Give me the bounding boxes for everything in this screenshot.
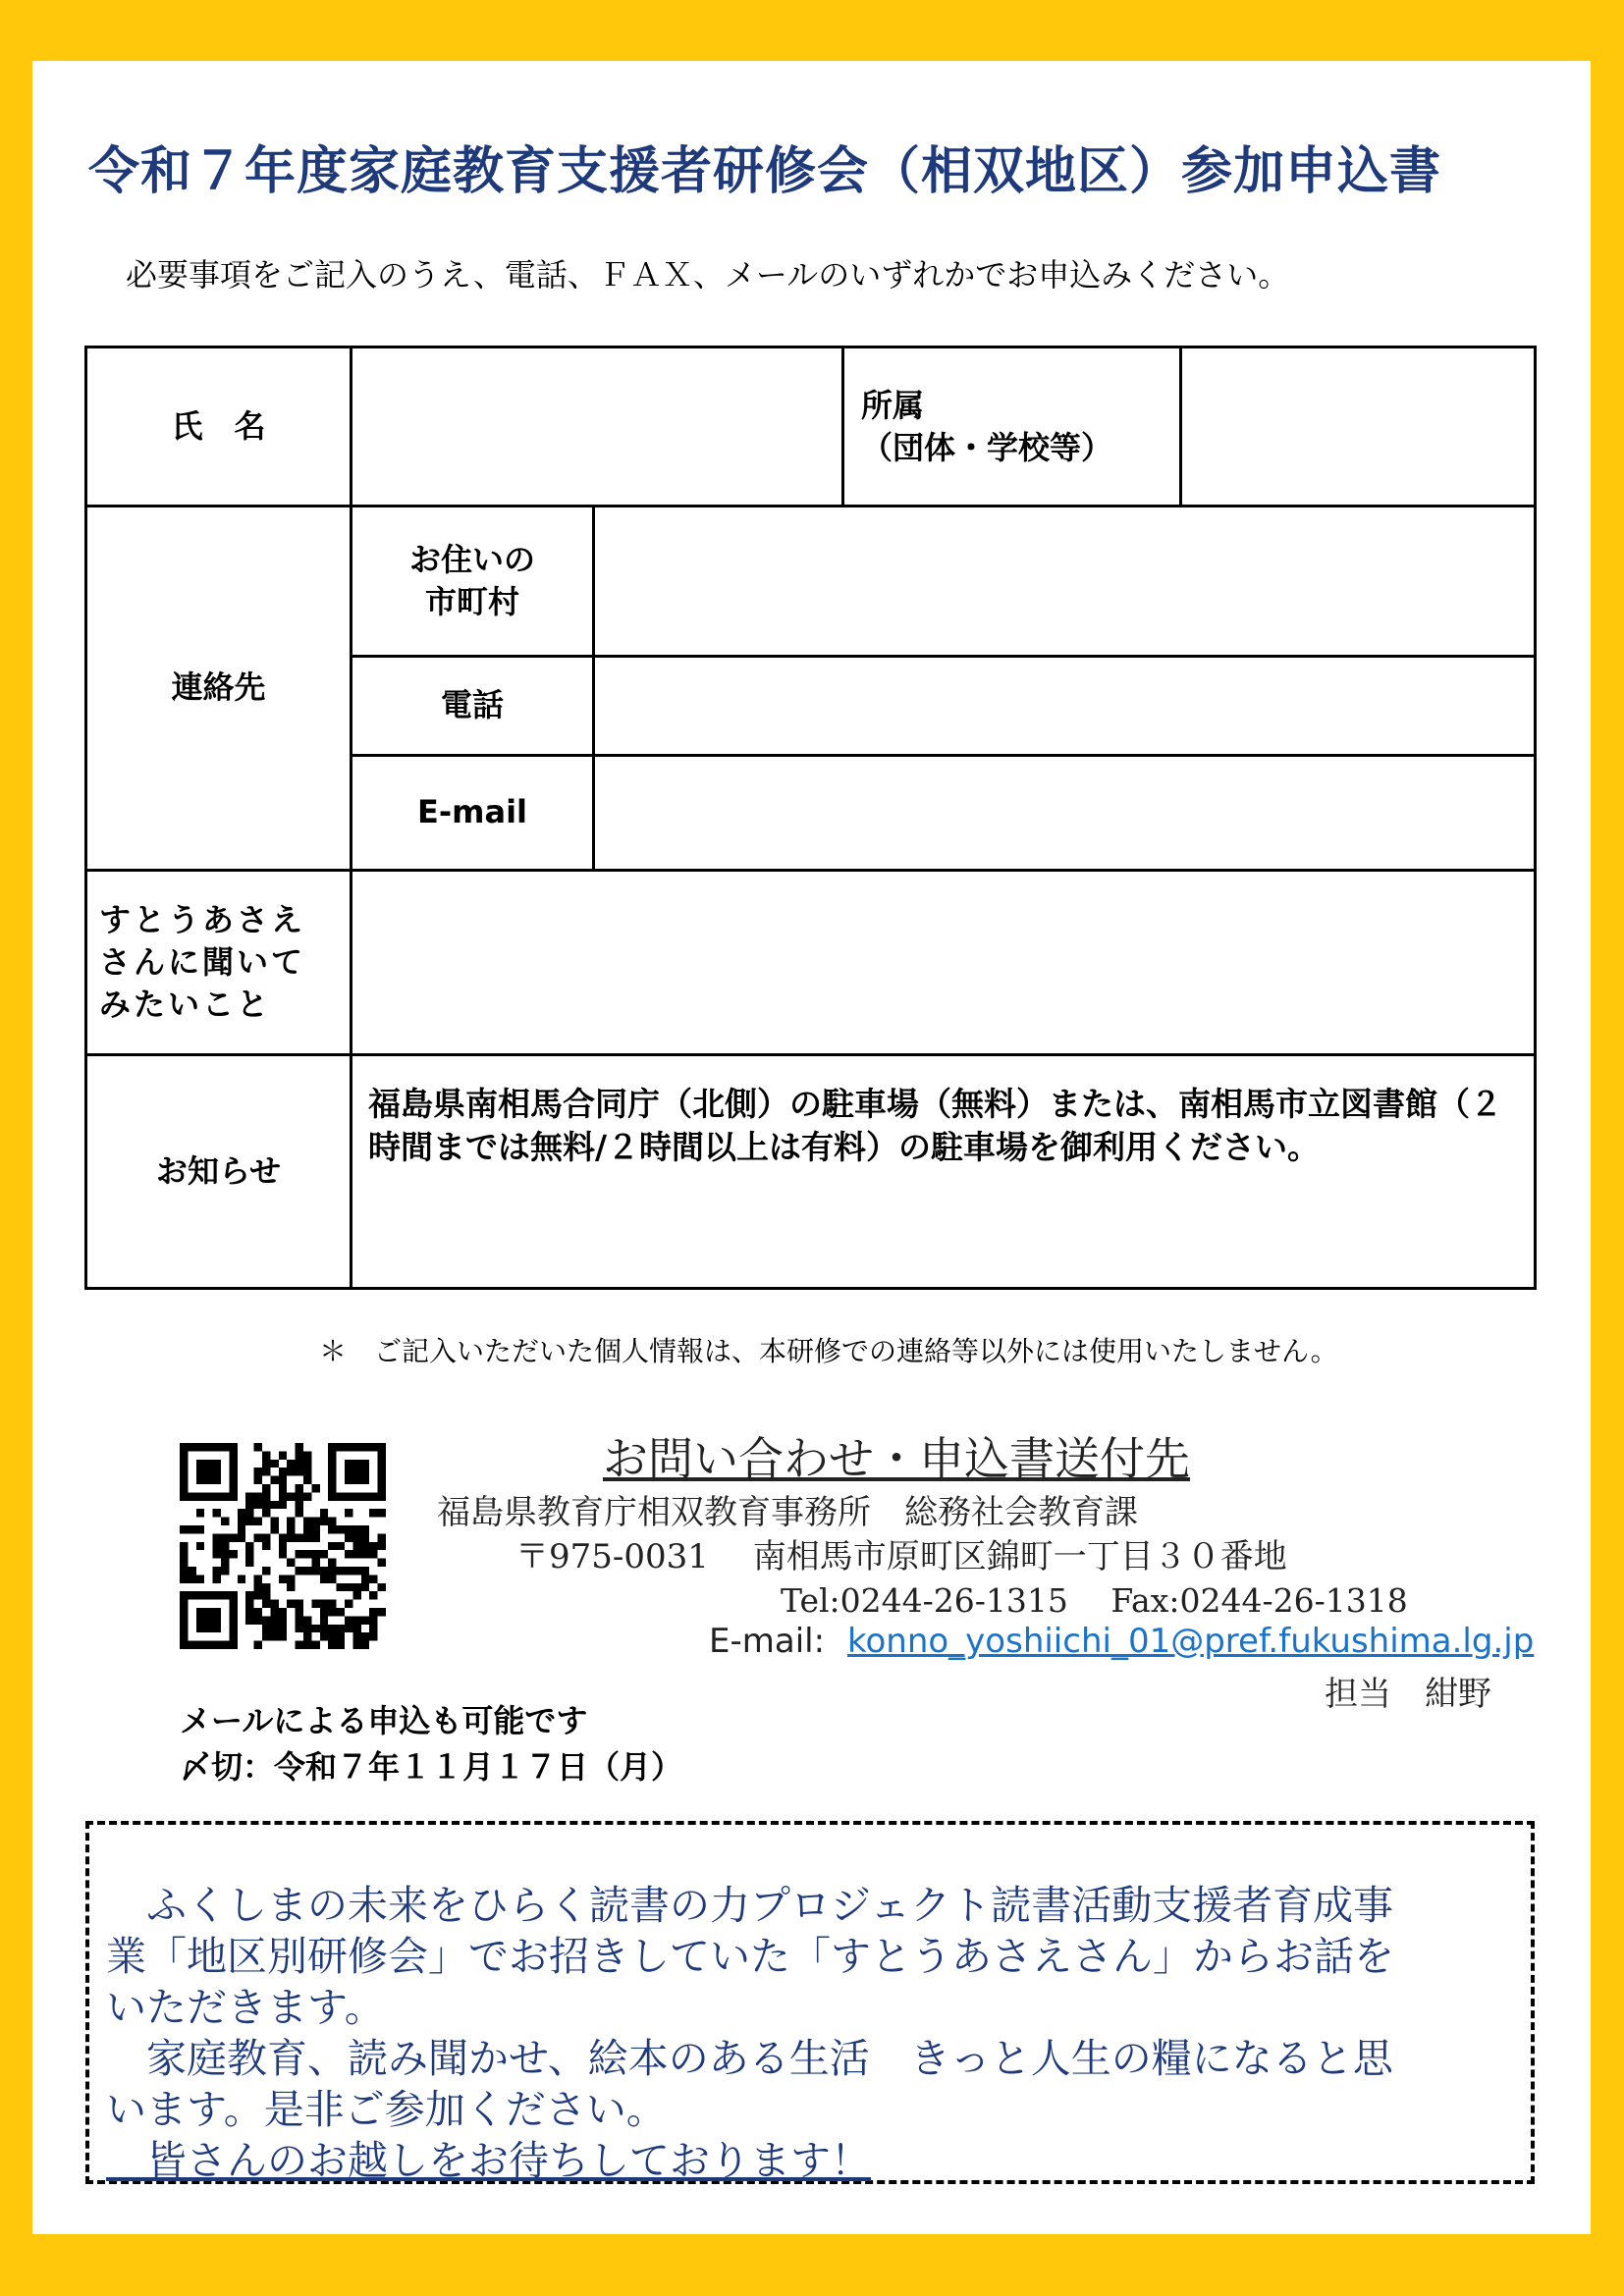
- affiliation-label-line1: 所属: [861, 386, 925, 424]
- contact-email-label: E-mail:: [709, 1622, 826, 1661]
- contact-address: 〒975-0031 南相馬市原町区錦町一丁目３０番地: [515, 1537, 1287, 1576]
- contact-label: 連絡先: [171, 668, 266, 707]
- notice-label: お知らせ: [155, 1151, 282, 1190]
- notice-text: 福島県南相馬合同庁（北側）の駐車場（無料）または、南相馬市立図書館（２時間までは無料/２時間以上は有料）の駐車場を御利用ください。: [368, 1085, 1502, 1166]
- email-label: E-mail: [416, 793, 527, 831]
- page-title: 令和７年度家庭教育支援者研修会（相双地区）参加申込書: [88, 142, 1442, 201]
- phone-input-field[interactable]: [595, 658, 1534, 754]
- affiliation-input-field[interactable]: [1182, 348, 1534, 505]
- question-label-line1: すとうあさえ: [99, 900, 306, 938]
- question-label-line2: さんに聞いて: [99, 942, 306, 981]
- question-label-line3: みたいこと: [99, 986, 272, 1024]
- instruction-text: 必要事項をご記入のうえ、電話、ＦＡＸ、メールのいずれかでお申込みください。: [126, 256, 1290, 294]
- message-line: 家庭教育、読み聞かせ、絵本のある生活 きっと人生の糧になると思: [106, 2035, 1393, 2082]
- contact-phone-fax: Tel:0244-26-1315 Fax:0244-26-1318: [781, 1581, 1408, 1620]
- email-input-field[interactable]: [595, 757, 1534, 869]
- question-label: [87, 872, 350, 1053]
- privacy-note: ＊ ご記入いただいた個人情報は、本研修での連絡等以外には使用いたしません。: [319, 1335, 1338, 1367]
- name-input-field[interactable]: [352, 348, 841, 505]
- residence-label: [352, 507, 592, 655]
- residence-label-line2: 市町村: [424, 583, 519, 620]
- question-input-field[interactable]: [352, 872, 1534, 1053]
- name-label: 氏 名: [171, 406, 266, 445]
- deadline: 〆切：令和７年１１月１７日（月）: [180, 1748, 683, 1786]
- message-line: 皆さんのお越しをお待ちしております！: [106, 2137, 871, 2184]
- contact-office: 福島県教育庁相双教育事務所 総務社会教育課: [437, 1493, 1138, 1532]
- message-line: ふくしまの未来をひらく読書の力プロジェクト読書活動支援者育成事: [106, 1882, 1394, 1929]
- residence-label-line1: お住いの: [408, 540, 535, 578]
- qr-code-icon[interactable]: [180, 1443, 386, 1649]
- affiliation-label-line2: （団体・学校等）: [861, 429, 1113, 466]
- message-line: いただきます。: [106, 1984, 385, 2031]
- message-line: います。是非ご参加ください。: [106, 2086, 667, 2133]
- residence-input-field[interactable]: [595, 507, 1534, 655]
- contact-person: 担当 紺野: [1325, 1675, 1491, 1714]
- contact-email-link[interactable]: konno_yoshiichi_01@pref.fukushima.lg.jp: [847, 1622, 1535, 1661]
- affiliation-label: [844, 373, 1179, 481]
- message-line: 業「地区別研修会」でお招きしていた「すとうあさえさん」からお話を: [106, 1933, 1394, 1980]
- contact-heading: お問い合わせ・申込書送付先: [603, 1432, 1190, 1485]
- mail-note: メールによる申込も可能です: [180, 1702, 588, 1739]
- phone-label: 電話: [440, 686, 504, 724]
